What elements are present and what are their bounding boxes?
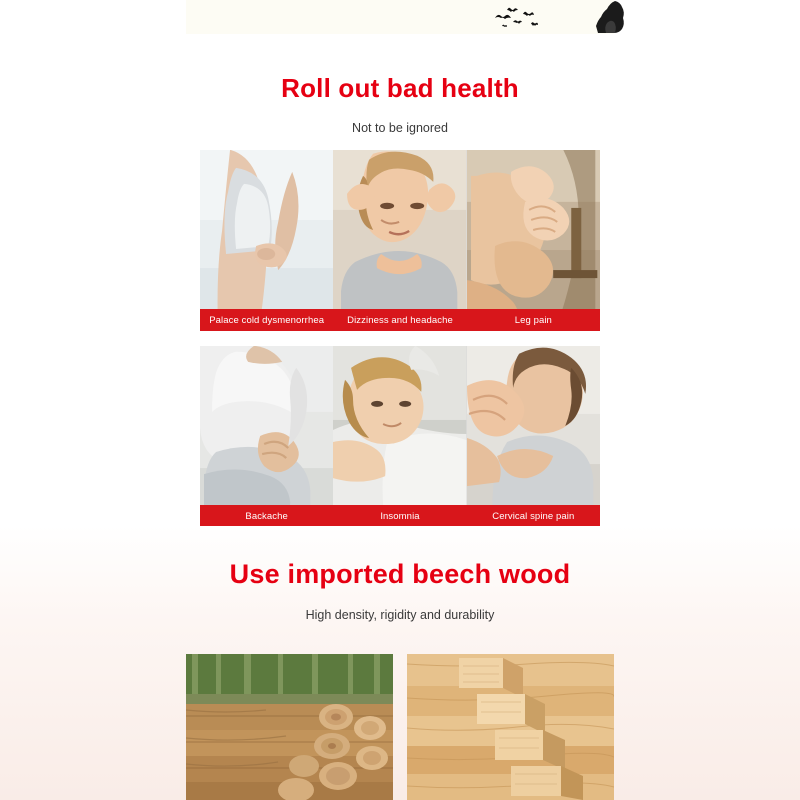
caption-legpain: Leg pain bbox=[467, 309, 600, 331]
health-image-grid bbox=[200, 150, 600, 527]
top-banner bbox=[0, 0, 800, 40]
woman-holding-neck-photo bbox=[467, 346, 600, 527]
hands-massaging-knee-photo bbox=[467, 150, 600, 331]
health-grid-row bbox=[200, 346, 600, 527]
section-wood bbox=[0, 526, 800, 800]
section-health-subtitle: Not to be ignored bbox=[352, 121, 448, 135]
section-health bbox=[0, 40, 800, 526]
top-banner-band bbox=[186, 0, 614, 34]
wood-cell-logs bbox=[186, 654, 393, 800]
rock-silhouette-icon bbox=[592, 0, 628, 34]
flying-birds-icon bbox=[487, 4, 547, 30]
caption-dysmenorrhea: Palace cold dysmenorrhea bbox=[200, 309, 333, 331]
caption-headache: Dizziness and headache bbox=[333, 309, 466, 331]
woman-awake-in-bed-photo bbox=[333, 346, 466, 527]
health-cell-dysmenorrhea bbox=[200, 150, 333, 331]
health-cell-headache bbox=[333, 150, 466, 331]
health-cell-insomnia bbox=[333, 346, 466, 527]
wood-image-row bbox=[186, 654, 614, 800]
section-health-title: Roll out bad health bbox=[281, 73, 519, 103]
section-wood-subtitle: High density, rigidity and durability bbox=[305, 608, 495, 622]
health-grid-row bbox=[200, 150, 600, 331]
man-holding-lower-back-photo bbox=[200, 346, 333, 527]
health-cell-legpain bbox=[467, 150, 600, 331]
health-cell-cervical bbox=[467, 346, 600, 527]
section-wood-title: Use imported beech wood bbox=[229, 559, 571, 589]
caption-backache: Backache bbox=[200, 505, 333, 527]
health-cell-backache bbox=[200, 346, 333, 527]
caption-cervical: Cervical spine pain bbox=[467, 505, 600, 527]
caption-insomnia: Insomnia bbox=[333, 505, 466, 527]
woman-holding-abdomen-photo bbox=[200, 150, 333, 331]
woman-holding-head-photo bbox=[333, 150, 466, 331]
wood-cell-boards bbox=[407, 654, 614, 800]
